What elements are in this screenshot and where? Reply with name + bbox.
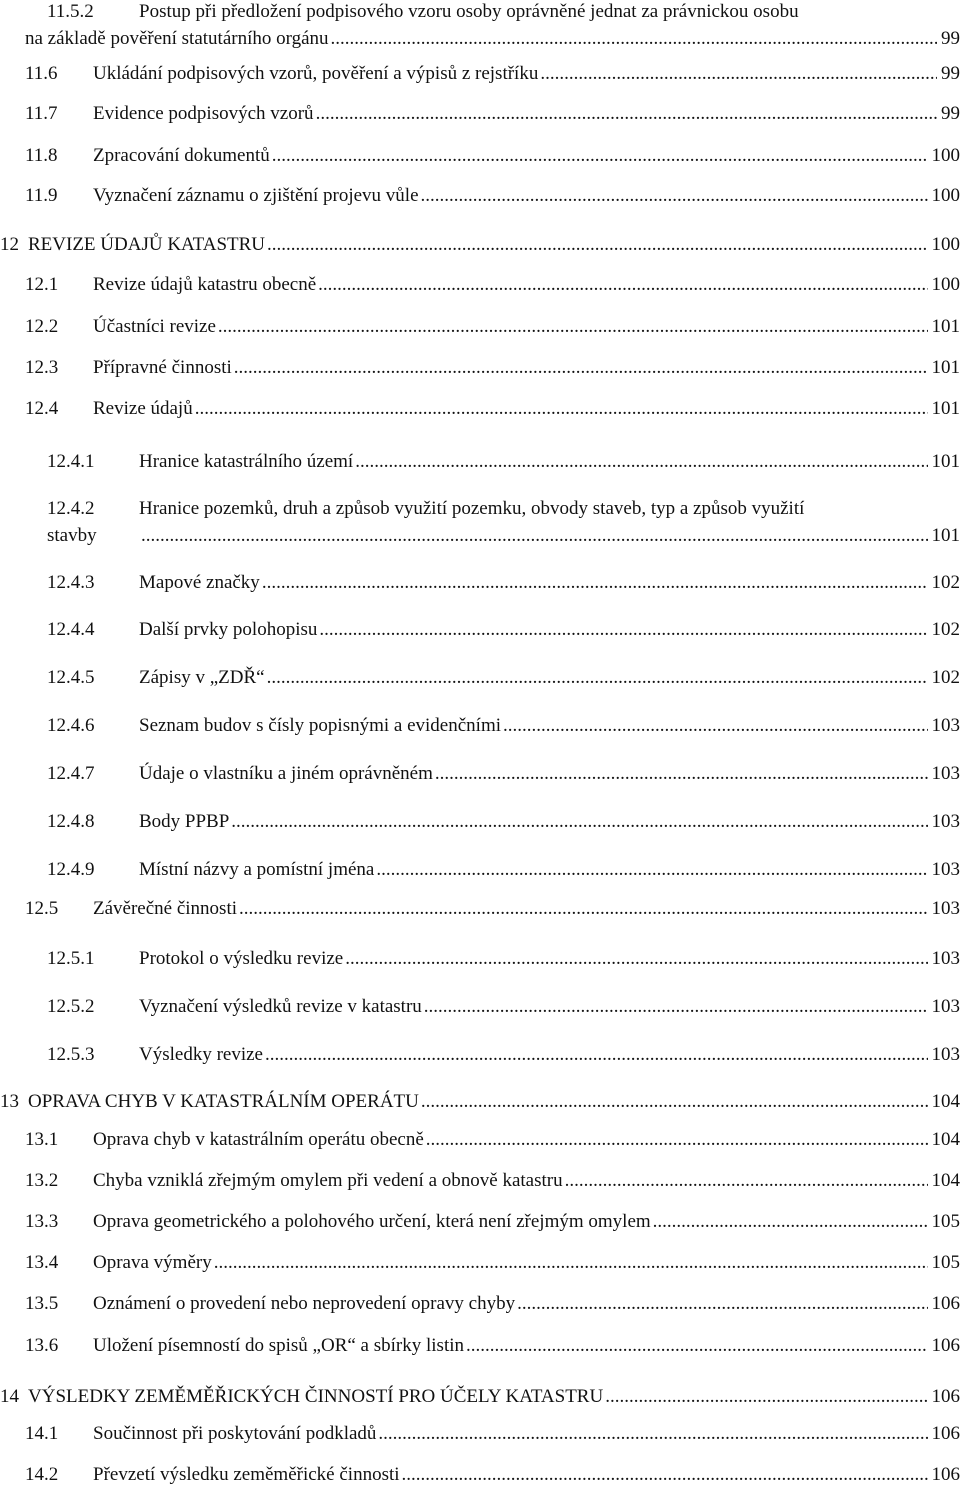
toc-page-number: 103 <box>931 1044 960 1065</box>
dot-leader <box>540 62 937 86</box>
toc-number: 13 <box>0 1091 19 1112</box>
toc-entry[interactable] <box>0 233 960 257</box>
toc-entry[interactable] <box>0 356 960 380</box>
toc-entry[interactable] <box>0 1043 960 1067</box>
toc-page-number: 99 <box>941 28 960 49</box>
toc-entry[interactable] <box>0 571 960 595</box>
toc-title: Evidence podpisových vzorů <box>93 103 314 124</box>
toc-entry[interactable] <box>0 947 960 971</box>
toc-page-number: 106 <box>931 1335 960 1356</box>
toc-number: 12.4.4 <box>47 619 95 640</box>
toc-number: 11.7 <box>25 103 58 124</box>
dot-leader <box>231 810 927 834</box>
toc-page-number: 103 <box>931 898 960 919</box>
toc-entry[interactable] <box>0 1463 960 1487</box>
toc-title: Další prvky polohopisu <box>139 619 318 640</box>
toc-title: Přípravné činnosti <box>93 357 232 378</box>
toc-entry[interactable] <box>0 62 960 86</box>
toc-entry[interactable] <box>0 1210 960 1234</box>
toc-title: Vyznačení výsledků revize v katastru <box>139 996 422 1017</box>
toc-entry[interactable] <box>0 1422 960 1446</box>
toc-entry[interactable] <box>0 1385 960 1409</box>
toc-number: 12.5.3 <box>47 1044 95 1065</box>
toc-title: Protokol o výsledku revize <box>139 948 344 969</box>
toc-title: Chyba vzniklá zřejmým omylem při vedení a obnově katastru <box>93 1170 563 1191</box>
toc-title: Místní názvy a pomístní jména <box>139 859 375 880</box>
dot-leader <box>517 1292 927 1316</box>
toc-entry[interactable] <box>0 102 960 126</box>
toc-number: 12.4.1 <box>47 451 95 472</box>
toc-entry[interactable] <box>0 1128 960 1152</box>
toc-number: 12.4.7 <box>47 763 95 784</box>
toc-number: 14.1 <box>25 1423 59 1444</box>
dot-leader <box>319 618 927 642</box>
toc-page-number: 100 <box>931 234 960 255</box>
dot-leader <box>239 897 927 921</box>
toc-entry[interactable] <box>0 995 960 1019</box>
toc-title: Převzetí výsledku zeměměřické činnosti <box>93 1464 400 1485</box>
toc-title: Seznam budov s čísly popisnými a evidenčními <box>139 715 502 736</box>
toc-title: Uložení písemností do spisů „OR“ a sbírky listin <box>93 1335 465 1356</box>
dot-leader <box>402 1463 928 1487</box>
dot-leader <box>267 666 928 690</box>
toc-number: 11.5.2 <box>47 1 94 22</box>
toc-title: Oprava chyb v katastrálním operátu obecně <box>93 1129 424 1150</box>
toc-number: 14 <box>0 1386 19 1407</box>
toc-number: 12.4.8 <box>47 811 95 832</box>
dot-leader <box>218 315 928 339</box>
toc-number: 12.5.1 <box>47 948 95 969</box>
dot-leader <box>653 1210 928 1234</box>
toc-page-number: 100 <box>931 185 960 206</box>
toc-number: 13.2 <box>25 1170 59 1191</box>
toc-number: 12.4.2 <box>47 498 95 519</box>
toc-page-number: 103 <box>931 811 960 832</box>
toc-page-number: 101 <box>931 451 960 472</box>
toc-page-number: 104 <box>931 1091 960 1112</box>
toc-entry[interactable] <box>0 618 960 642</box>
toc-title: Zpracování dokumentů <box>93 145 270 166</box>
toc-entry[interactable] <box>0 273 960 297</box>
toc-number: 12.5 <box>25 898 59 919</box>
toc-page-number: 106 <box>931 1386 960 1407</box>
toc-page-number: 100 <box>931 145 960 166</box>
toc-number: 14.2 <box>25 1464 59 1485</box>
toc-title: VÝSLEDKY ZEMĚMĚŘICKÝCH ČINNOSTÍ PRO ÚČELY KATASTRU <box>28 1386 604 1407</box>
toc-number: 12.3 <box>25 357 59 378</box>
toc-entry[interactable] <box>0 184 960 208</box>
toc-page-number: 103 <box>931 763 960 784</box>
toc-entry[interactable] <box>0 144 960 168</box>
toc-title: Výsledky revize <box>139 1044 263 1065</box>
toc-title: Hranice pozemků, druh a způsob využití pozemku, obvody staveb, typ a způsob využití <box>139 498 805 519</box>
dot-leader <box>424 995 928 1019</box>
toc-page-number: 106 <box>931 1293 960 1314</box>
dot-leader <box>421 1090 928 1114</box>
toc-page-number: 103 <box>931 948 960 969</box>
dot-leader <box>331 27 937 51</box>
toc-page-number: 101 <box>931 525 960 546</box>
toc-number: 12.4.9 <box>47 859 95 880</box>
dot-leader <box>378 1422 927 1446</box>
dot-leader <box>421 184 928 208</box>
toc-number: 13.3 <box>25 1211 59 1232</box>
toc-title: Hranice katastrálního území <box>139 451 354 472</box>
dot-leader <box>503 714 927 738</box>
toc-page-number: 101 <box>931 398 960 419</box>
toc-entry[interactable] <box>0 762 960 786</box>
toc-entry[interactable] <box>0 666 960 690</box>
toc-page-number: 101 <box>931 316 960 337</box>
toc-title-continued: stavby <box>47 525 97 546</box>
dot-leader <box>265 1043 928 1067</box>
toc-number: 12.4 <box>25 398 59 419</box>
toc-entry[interactable] <box>0 1292 960 1316</box>
toc-title: Oprava geometrického a polohového určení, která není zřejmým omylem <box>93 1211 651 1232</box>
toc-page-number: 99 <box>941 63 960 84</box>
toc-title: Mapové značky <box>139 572 260 593</box>
dot-leader <box>214 1251 928 1275</box>
dot-leader <box>345 947 927 971</box>
toc-number: 13.6 <box>25 1335 59 1356</box>
toc-entry[interactable] <box>0 497 960 548</box>
dot-leader <box>318 273 927 297</box>
dot-leader <box>565 1169 928 1193</box>
dot-leader <box>435 762 928 786</box>
toc-number: 13.4 <box>25 1252 59 1273</box>
toc-page-number: 103 <box>931 859 960 880</box>
toc-title: Vyznačení záznamu o zjištění projevu vůle <box>93 185 419 206</box>
toc-page-number: 104 <box>931 1129 960 1150</box>
toc-number: 12.1 <box>25 274 59 295</box>
toc-number: 11.9 <box>25 185 58 206</box>
toc-title: REVIZE ÚDAJŮ KATASTRU <box>28 234 266 255</box>
toc-entry[interactable] <box>0 1334 960 1358</box>
toc-number: 12.4.3 <box>47 572 95 593</box>
dot-leader <box>376 858 927 882</box>
toc-entry[interactable] <box>0 315 960 339</box>
toc-page-number: 105 <box>931 1252 960 1273</box>
toc-number: 12.4.6 <box>47 715 95 736</box>
toc-title-continued: na základě pověření statutárního orgánu <box>25 28 329 49</box>
dot-leader <box>316 102 937 126</box>
toc-page-number: 101 <box>931 357 960 378</box>
toc-title: Součinnost při poskytování podkladů <box>93 1423 377 1444</box>
toc-title: Ukládání podpisových vzorů, pověření a výpisů z rejstříku <box>93 63 539 84</box>
toc-number: 12.4.5 <box>47 667 95 688</box>
toc-number: 12.5.2 <box>47 996 95 1017</box>
toc-entry[interactable] <box>0 858 960 882</box>
toc-page-number: 106 <box>931 1464 960 1485</box>
toc-number: 11.6 <box>25 63 58 84</box>
toc-page-number: 103 <box>931 996 960 1017</box>
toc-title: Závěrečné činnosti <box>93 898 238 919</box>
dot-leader <box>234 356 928 380</box>
toc-entry[interactable] <box>0 810 960 834</box>
toc-entry[interactable] <box>0 1090 960 1114</box>
toc-entry[interactable] <box>0 0 960 51</box>
toc-title: Zápisy v „ZDŘ“ <box>139 667 265 688</box>
toc-title: Revize údajů <box>93 398 193 419</box>
toc-title: Body PPBP <box>139 811 230 832</box>
toc-page-number: 103 <box>931 715 960 736</box>
dot-leader <box>262 571 928 595</box>
dot-leader <box>466 1334 927 1358</box>
dot-leader <box>272 144 928 168</box>
toc-title: Revize údajů katastru obecně <box>93 274 317 295</box>
toc-page-number: 100 <box>931 274 960 295</box>
toc-number: 12.2 <box>25 316 59 337</box>
toc-number: 13.5 <box>25 1293 59 1314</box>
toc-entry[interactable] <box>0 1169 960 1193</box>
toc-page-number: 99 <box>941 103 960 124</box>
toc-page-number: 102 <box>931 667 960 688</box>
toc-title: OPRAVA CHYB V KATASTRÁLNÍM OPERÁTU <box>28 1091 419 1112</box>
toc-title: Údaje o vlastníku a jiném oprávněném <box>139 763 433 784</box>
toc-entry[interactable] <box>0 714 960 738</box>
toc-page-number: 102 <box>931 572 960 593</box>
toc-number: 11.8 <box>25 145 58 166</box>
toc-page-number: 102 <box>931 619 960 640</box>
toc-title: Oznámení o provedení nebo neprovedení opravy chyby <box>93 1293 516 1314</box>
toc-number: 12 <box>0 234 19 255</box>
toc-title: Postup při předložení podpisového vzoru osoby oprávněné jednat za právnickou osobu <box>139 1 799 22</box>
toc-title: Účastníci revize <box>93 316 216 337</box>
dot-leader <box>267 233 927 257</box>
dot-leader <box>355 450 927 474</box>
dot-leader <box>195 397 928 421</box>
toc-entry[interactable] <box>0 897 960 921</box>
toc-page-number: 104 <box>931 1170 960 1191</box>
dot-leader <box>141 524 928 548</box>
toc-entry[interactable] <box>0 397 960 421</box>
dot-leader <box>605 1385 927 1409</box>
toc-entry[interactable] <box>0 450 960 474</box>
toc-page-number: 105 <box>931 1211 960 1232</box>
dot-leader <box>426 1128 928 1152</box>
toc-page-number: 106 <box>931 1423 960 1444</box>
toc-entry[interactable] <box>0 1251 960 1275</box>
toc-title: Oprava výměry <box>93 1252 212 1273</box>
toc-number: 13.1 <box>25 1129 59 1150</box>
